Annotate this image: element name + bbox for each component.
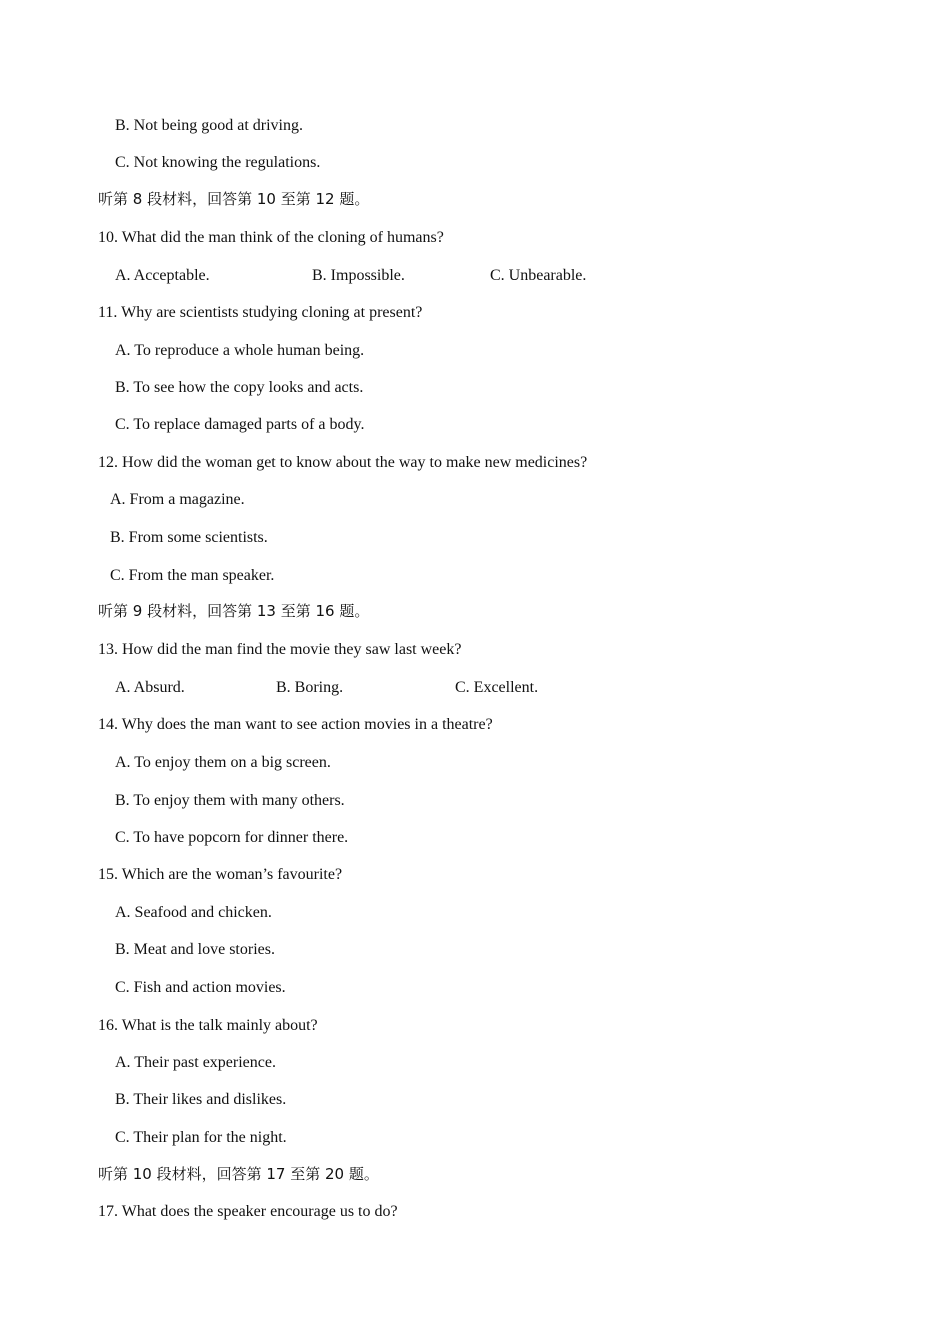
option-c: C. To replace damaged parts of a body. bbox=[115, 416, 365, 433]
option-b: B. Meat and love stories. bbox=[115, 941, 275, 958]
question-15: 15. Which are the woman’s favourite? bbox=[98, 866, 343, 883]
option-a: A. Their past experience. bbox=[115, 1054, 276, 1071]
option-c: C. Unbearable. bbox=[490, 267, 587, 284]
option-b: B. To see how the copy looks and acts. bbox=[115, 379, 364, 396]
option-c: C. Excellent. bbox=[455, 679, 539, 696]
question-11: 11. Why are scientists studying cloning at present? bbox=[98, 304, 423, 321]
option-b: B. To enjoy them with many others. bbox=[115, 792, 345, 809]
question-14: 14. Why does the man want to see action movies in a theatre? bbox=[98, 716, 493, 733]
option-b: B. Boring. bbox=[276, 679, 344, 696]
option-a: A. Seafood and chicken. bbox=[115, 904, 272, 921]
option-c: C. From the man speaker. bbox=[110, 567, 275, 584]
option-c: C. To have popcorn for dinner there. bbox=[115, 829, 349, 846]
option-b: B. Impossible. bbox=[312, 267, 405, 284]
option-c: C. Fish and action movies. bbox=[115, 979, 286, 996]
option-b: B. Not being good at driving. bbox=[115, 117, 303, 134]
option-b: B. From some scientists. bbox=[110, 529, 268, 546]
option-a: A. To reproduce a whole human being. bbox=[115, 342, 365, 359]
section-heading: 听第 9 段材料，回答第 13 至第 16 题。 bbox=[98, 602, 370, 620]
option-a: A. To enjoy them on a big screen. bbox=[115, 754, 331, 771]
question-13: 13. How did the man find the movie they saw last week? bbox=[98, 641, 462, 658]
question-17: 17. What does the speaker encourage us to do? bbox=[98, 1203, 398, 1220]
section-heading: 听第 10 段材料，回答第 17 至第 20 题。 bbox=[98, 1165, 379, 1183]
question-16: 16. What is the talk mainly about? bbox=[98, 1017, 318, 1034]
option-a: A. From a magazine. bbox=[110, 491, 245, 508]
question-12: 12. How did the woman get to know about the way to make new medicines? bbox=[98, 454, 588, 471]
option-a: A. Absurd. bbox=[115, 679, 185, 696]
option-b: B. Their likes and dislikes. bbox=[115, 1091, 287, 1108]
section-heading: 听第 8 段材料，回答第 10 至第 12 题。 bbox=[98, 190, 370, 208]
option-a: A. Acceptable. bbox=[115, 267, 210, 284]
option-c: C. Not knowing the regulations. bbox=[115, 154, 321, 171]
option-c: C. Their plan for the night. bbox=[115, 1129, 287, 1146]
question-10: 10. What did the man think of the cloning of humans? bbox=[98, 229, 444, 246]
